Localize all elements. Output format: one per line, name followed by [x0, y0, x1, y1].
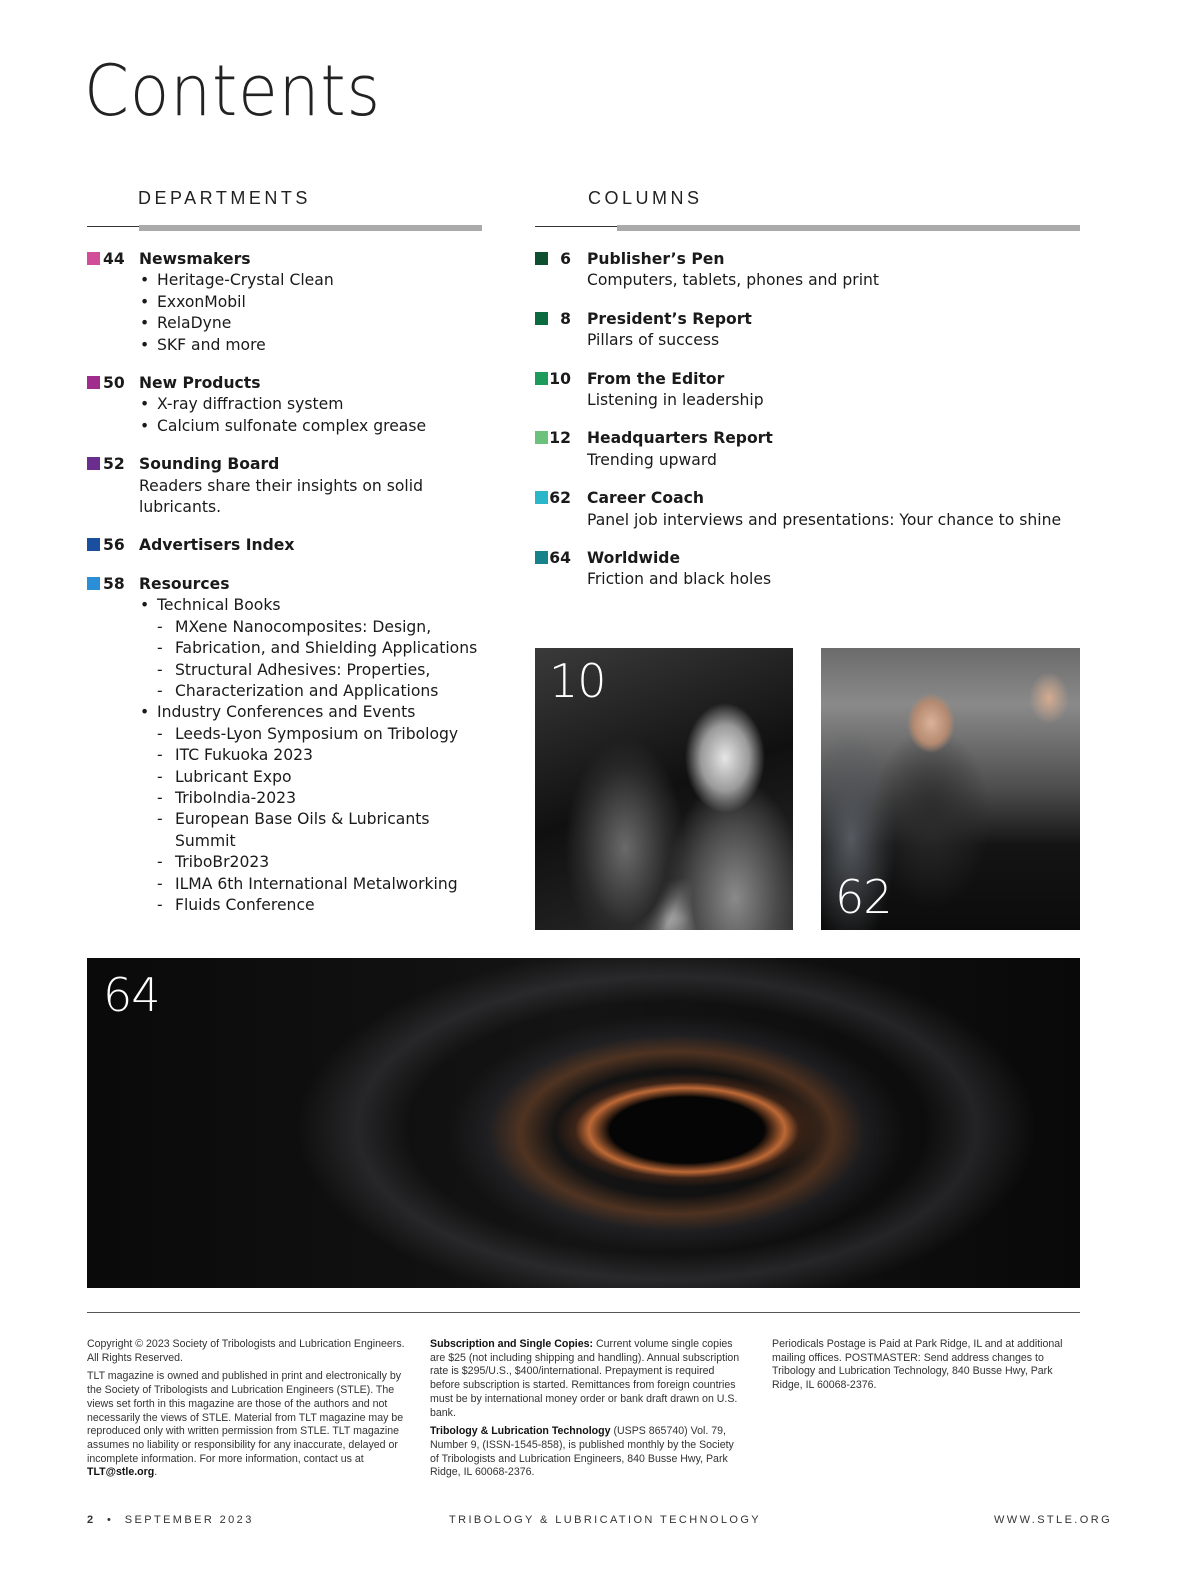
contact-email-link[interactable]: TLT@stle.org: [87, 1466, 155, 1479]
postage-text: Periodicals Postage is Paid at Park Ridge, IL and at additional mailing offices. POSTMASTER: Send address changes to Tribology and Lubrication Technology, 840 Busse Hwy, Park Ridge, IL 60068-2376.: [772, 1338, 1063, 1392]
subscription-notice: [430, 1338, 740, 1485]
bullet-item: • Technical Books: [139, 595, 487, 616]
toc-entry-headquarters-report[interactable]: [535, 428, 1080, 471]
publication-label: Tribology & Lubrication Technology: [430, 1425, 611, 1438]
publication-body: (USPS 865740) Vol. 79, Number 9, (ISSN-1545-858), is published monthly by the Society of Tribologists and Lubrication Engineers, 840 Busse Hwy, Park Ridge, IL 60068-2376.: [430, 1425, 734, 1479]
footer-publication: TRIBOLOGY & LUBRICATION TECHNOLOGY: [449, 1514, 762, 1526]
sub-item-continued: [139, 681, 487, 702]
entry-title: Career Coach: [587, 489, 704, 508]
ownership-text: [87, 1370, 405, 1480]
color-marker: [535, 551, 548, 564]
sub-item: - Structural Adhesives: Properties,: [139, 660, 487, 681]
sub-item-text: Fluids Conference: [175, 895, 315, 914]
sub-item: - Leeds-Lyon Symposium on Tribology: [139, 724, 487, 745]
photo-page-label: 62: [835, 870, 892, 924]
page-number: 58: [103, 574, 125, 593]
toc-entry-worldwide[interactable]: [535, 548, 1080, 591]
subscription-body: Current volume single copies are $25 (not including shipping and handling). Annual subscription rate is $295/U.S., $400/international. Prepayment is required before subscription is started. Remittances from foreign countries must be by international money order or bank draft drawn on U.S. bank.: [430, 1338, 740, 1419]
sub-item: - TriboBr2023: [139, 852, 487, 873]
entry-description: Friction and black holes: [587, 570, 772, 589]
color-marker: [87, 252, 100, 265]
entry-title: Sounding Board: [139, 455, 280, 474]
career-coach-photo[interactable]: [821, 648, 1080, 930]
entry-title: Headquarters Report: [587, 429, 773, 448]
departments-list: [87, 249, 487, 933]
bullet-item: • Calcium sulfonate complex grease: [139, 416, 487, 437]
postage-notice: [772, 1338, 1072, 1398]
page-number: 12: [549, 429, 571, 448]
publication-text: [430, 1425, 740, 1480]
toc-entry-new-products[interactable]: [87, 373, 487, 437]
sub-item-continued: [139, 638, 487, 659]
color-marker: [87, 577, 100, 590]
bullet-item: • RelaDyne: [139, 313, 487, 334]
footer-website-link[interactable]: WWW.STLE.ORG: [994, 1514, 1113, 1526]
entry-description: Readers share their insights on solid: [139, 476, 423, 495]
bullet-item: • Industry Conferences and Events: [139, 702, 487, 723]
color-marker: [535, 252, 548, 265]
footer-separator: •: [107, 1514, 114, 1526]
color-marker: [535, 372, 548, 385]
page-number: 52: [103, 455, 125, 474]
toc-entry-publishers-pen[interactable]: [535, 249, 1080, 292]
page-number: 8: [560, 309, 571, 328]
entry-title: New Products: [139, 374, 261, 393]
subscription-label: Subscription and Single Copies:: [430, 1338, 594, 1350]
bullet-item: • Heritage-Crystal Clean: [139, 270, 487, 291]
footer-page-number: 2: [87, 1514, 96, 1526]
columns-list: [535, 249, 1080, 608]
ownership-end: .: [154, 1466, 158, 1479]
toc-entry-resources[interactable]: [87, 574, 487, 917]
color-marker: [535, 431, 548, 444]
columns-heading: COLUMNS: [588, 188, 703, 208]
entry-title: Advertisers Index: [139, 536, 295, 555]
footer-date: SEPTEMBER 2023: [124, 1514, 254, 1526]
copyright-notice: [87, 1338, 405, 1485]
photo-page-label: 64: [103, 968, 160, 1022]
page-number: 62: [549, 489, 571, 508]
entry-description: lubricants.: [139, 498, 222, 517]
toc-entry-sounding-board[interactable]: [87, 454, 487, 518]
bullet-item: • SKF and more: [139, 335, 487, 356]
photo-page-label: 10: [549, 654, 606, 708]
worldwide-photo[interactable]: [87, 958, 1080, 1288]
toc-entry-career-coach[interactable]: [535, 488, 1080, 531]
sub-item-continued: [139, 895, 487, 916]
bullet-item: • ExxonMobil: [139, 292, 487, 313]
entry-title: President’s Report: [587, 309, 752, 328]
editor-photo[interactable]: [535, 648, 793, 930]
entry-description: Listening in leadership: [587, 391, 764, 410]
color-marker: [87, 538, 100, 551]
color-marker: [87, 376, 100, 389]
page-number: 64: [549, 549, 571, 568]
entry-title: Publisher’s Pen: [587, 250, 725, 268]
color-marker: [535, 312, 548, 325]
sub-item: - ITC Fukuoka 2023: [139, 745, 487, 766]
sub-item-text: Fabrication, and Shielding Applications: [175, 639, 478, 658]
page-number: 50: [103, 374, 125, 393]
page-number: 6: [560, 250, 571, 268]
sub-item: - European Base Oils & Lubricants Summit: [139, 809, 487, 852]
entry-description: Panel job interviews and presentations: Your chance to shine: [587, 510, 1062, 529]
page-number: 44: [103, 250, 125, 268]
color-marker: [535, 491, 548, 504]
entry-description: Pillars of success: [587, 331, 720, 350]
subscription-text: [430, 1338, 740, 1420]
bullet-item: • X-ray diffraction system: [139, 394, 487, 415]
toc-entry-advertisers-index[interactable]: [87, 535, 487, 556]
fineprint-divider: [87, 1312, 1080, 1313]
entry-title: Newsmakers: [139, 250, 251, 268]
columns-rule: [535, 226, 1080, 227]
page-number: 56: [103, 536, 125, 555]
toc-entry-newsmakers[interactable]: [87, 249, 487, 356]
sub-item-text: Characterization and Applications: [175, 681, 439, 700]
entry-description: Trending upward: [587, 450, 717, 469]
sub-item: - ILMA 6th International Metalworking: [139, 874, 487, 895]
page-number: 10: [549, 369, 571, 388]
ownership-body: TLT magazine is owned and published in print and electronically by the Society of Tribologists and Lubrication Engineers (STLE). The views set forth in this magazine are those of the authors and not necessarily the views of STLE. Material from TLT magazine may be reproduced only with written permission from STLE. TLT magazine assumes no liability or responsibility for any inaccurate, delayed or incomplete information. For more information, contact us at: [87, 1370, 404, 1465]
copyright-text: Copyright © 2023 Society of Tribologists and Lubrication Engineers. All Rights Reserved.: [87, 1338, 405, 1364]
entry-title: Worldwide: [587, 549, 681, 568]
sub-item: - Lubricant Expo: [139, 767, 487, 788]
sub-item: - TriboIndia-2023: [139, 788, 487, 809]
toc-entry-presidents-report[interactable]: [535, 309, 1080, 352]
departments-heading: DEPARTMENTS: [138, 188, 311, 208]
toc-entry-from-the-editor[interactable]: [535, 369, 1080, 412]
sub-item: - MXene Nanocomposites: Design,: [139, 617, 487, 638]
departments-rule: [87, 226, 482, 227]
entry-description: Computers, tablets, phones and print: [587, 271, 880, 290]
footer-left: [87, 1514, 254, 1526]
color-marker: [87, 457, 100, 470]
page-title: Contents: [84, 50, 382, 132]
entry-title: From the Editor: [587, 369, 725, 388]
entry-title: Resources: [139, 574, 230, 593]
